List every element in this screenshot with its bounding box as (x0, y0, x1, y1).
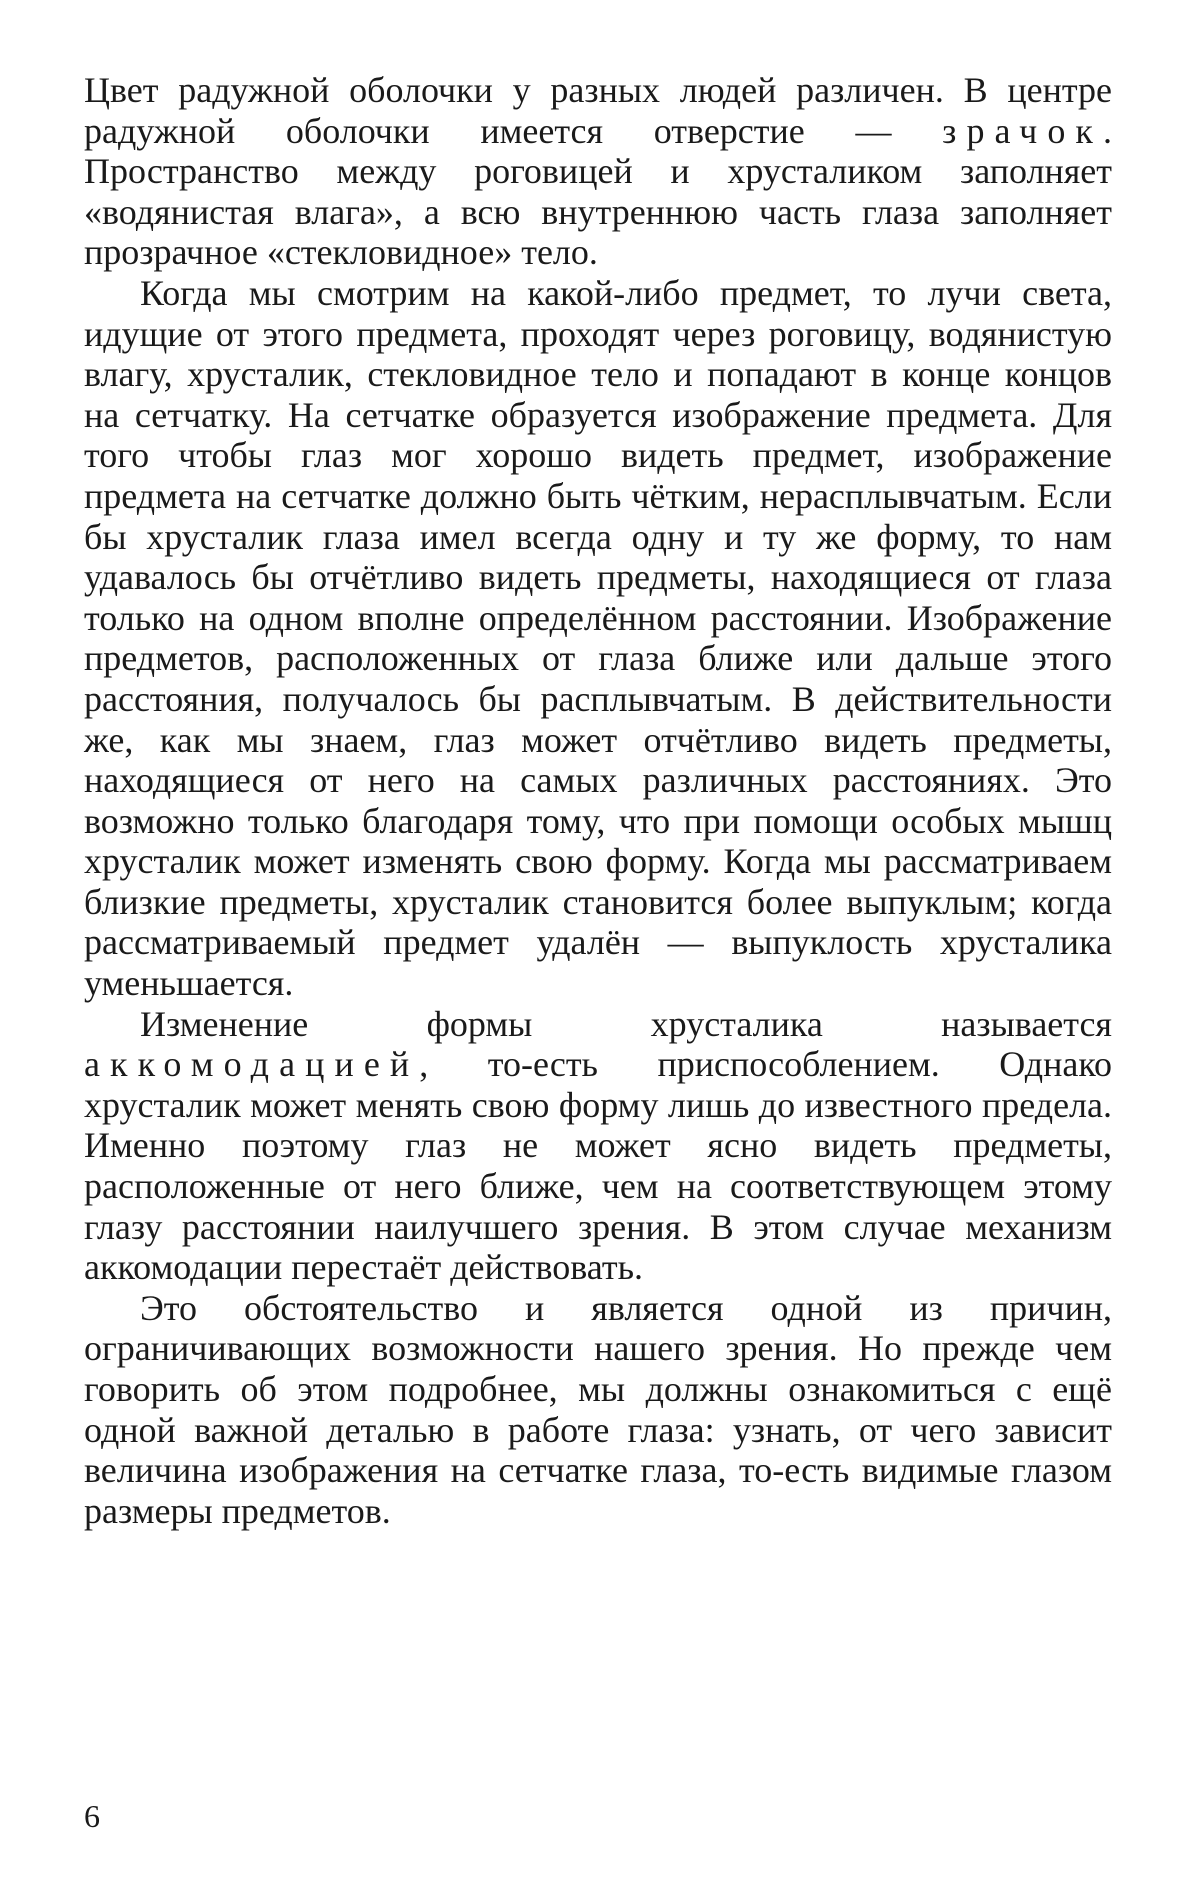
paragraph-1-before: Цвет радужной оболочки у разных людей различен. В центре радужной оболочки имеется отверстие — (84, 70, 1112, 151)
paragraph-4: Это обстоятельство и является одной из причин, ограничивающих возможности нашего зрения. Но прежде чем говорить об этом подробнее, мы должны ознакомиться с ещё одной важной деталью в работе глаза: узнать, от чего зависит величина изображения на сетчатке глаза, то-есть видимые глазом размеры предметов. (84, 1287, 1112, 1531)
paragraph-1-after: . Пространство между роговицей и хрусталиком заполняет «водянистая влага», а всю внутреннюю часть глаза заполняет прозрачное «стекловидное» тело. (84, 110, 1112, 273)
page-number: 6 (84, 1798, 100, 1834)
paragraph-3-after: , то-есть приспособлением. Однако хрусталик может менять свою форму лишь до известного предела. Именно поэтому глаз не может ясно видеть предметы, расположенные от него ближе, чем на соответствующем этому глазу расстоянии наилучшего зрения. В этом случае механизм аккомодации перестаёт действовать. (84, 1044, 1112, 1288)
page-body (84, 70, 1112, 1531)
paragraph-3-before: Изменение формы хрусталика называется (140, 1003, 1112, 1044)
paragraph-2: Когда мы смотрим на какой-либо предмет, то лучи света, идущие от этого предмета, проходят через роговицу, водянистую влагу, хрусталик, стекловидное тело и попадают в конце концов на сетчатку. На сетчатке образуется изображение предмета. Для того чтобы глаз мог хорошо видеть предмет, изображение предмета на сетчатке должно быть чётким, нерасплывчатым. Если бы хрусталик глаза имел всегда одну и ту же форму, то нам удавалось бы отчётливо видеть предметы, находящиеся от глаза только на одном вполне определённом расстоянии. Изображение предметов, расположенных от глаза ближе или дальше этого расстояния, получалось бы расплывчатым. В действительности же, как мы знаем, глаз может отчётливо видеть предметы, находящиеся от него на самых различных расстояниях. Это возможно только благодаря тому, что при помощи особых мышц хрусталик может изменять свою форму. Когда мы рассматриваем близкие предметы, хрусталик становится более выпуклым; когда рассматриваемый предмет удалён — выпуклость хрусталика уменьшается. (84, 272, 1112, 1004)
term-accommodation: аккомодацией (84, 1044, 420, 1085)
term-pupil: зрачок (942, 110, 1103, 151)
paragraph-1 (84, 70, 1112, 273)
paragraph-3 (84, 1004, 1112, 1288)
